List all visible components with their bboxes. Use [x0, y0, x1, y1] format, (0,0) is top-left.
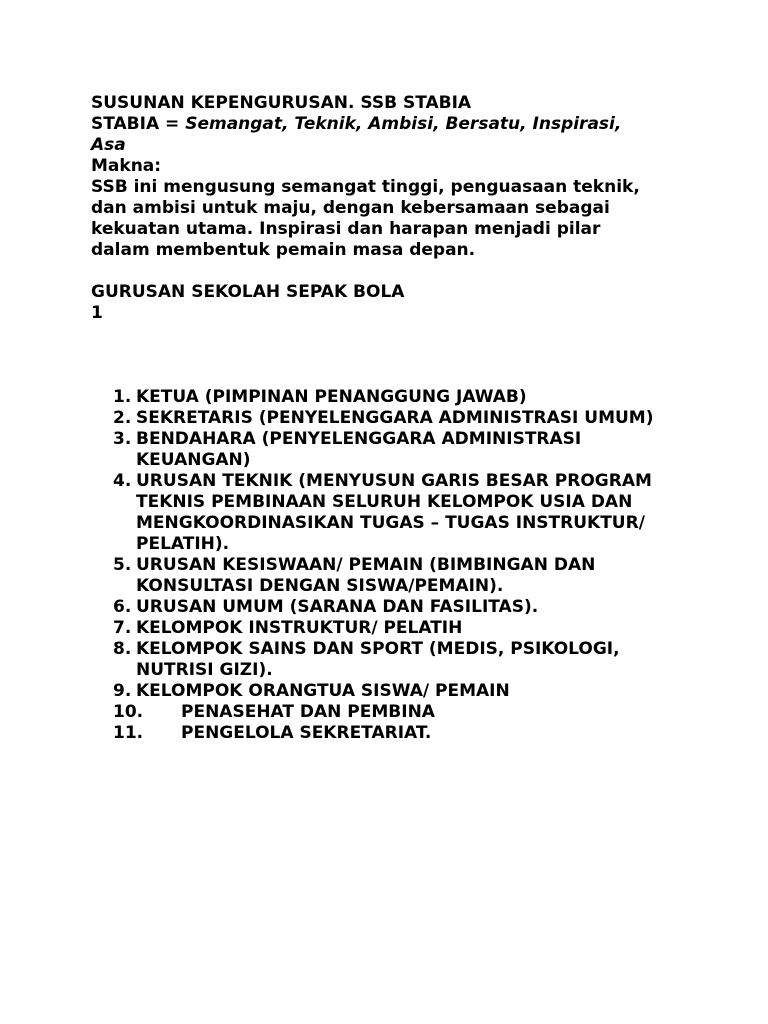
list-item: [91, 408, 691, 429]
meaning-line: SSB ini mengusung semangat tinggi, penguasaan teknik,: [91, 177, 640, 197]
list-item-text: KELOMPOK SAINS DAN SPORT (MEDIS, PSIKOLOGI,: [136, 639, 620, 659]
list-item-number: 6.: [113, 597, 132, 617]
meaning-line: dalam membentuk pemain masa depan.: [91, 240, 476, 260]
list-item: [91, 702, 691, 723]
list-item-text: PELATIH).: [136, 534, 230, 554]
spacer: [91, 324, 691, 366]
document-title: SUSUNAN KEPENGURUSAN. SSB STABIA: [91, 93, 472, 113]
list-item-number: 11.: [113, 723, 144, 743]
list-item-number: 9.: [113, 681, 132, 701]
list-item: [91, 681, 691, 702]
list-item-text: PENASEHAT DAN PEMBINA: [181, 702, 435, 722]
list-item-text: URUSAN KESISWAAN/ PEMAIN (BIMBINGAN DAN: [136, 555, 596, 575]
acronym-prefix: STABIA =: [91, 114, 186, 134]
list-item-number: 8.: [113, 639, 132, 659]
list-item: [91, 597, 691, 618]
meaning-heading: Makna:: [91, 156, 162, 176]
list-item: [91, 429, 691, 471]
organization-list: [91, 387, 691, 744]
list-item-number: 5.: [113, 555, 132, 575]
meaning-line: dan ambisi untuk maju, dengan kebersamaan sebagai: [91, 198, 610, 218]
list-item-text: SEKRETARIS (PENYELENGGARA ADMINISTRASI UMUM): [136, 408, 654, 428]
list-item-number: 10.: [113, 702, 144, 722]
list-item-number: 7.: [113, 618, 132, 638]
list-item-text: URUSAN TEKNIK (MENYUSUN GARIS BESAR PROGRAM: [136, 471, 652, 491]
list-item-text: KONSULTASI DENGAN SISWA/PEMAIN).: [136, 576, 504, 596]
list-item-text: BENDAHARA (PENYELENGGARA ADMINISTRASI: [136, 429, 582, 449]
list-item: [91, 555, 691, 597]
list-item: [91, 618, 691, 639]
spacer: [91, 261, 691, 282]
list-item: [91, 723, 691, 744]
list-item: [91, 639, 691, 681]
list-item: [91, 471, 691, 555]
acronym-expansion-continued: Asa: [91, 135, 126, 155]
list-item-text: URUSAN UMUM (SARANA DAN FASILITAS).: [136, 597, 539, 617]
list-item-text: KEUANGAN): [136, 450, 251, 470]
acronym-line: [91, 114, 691, 135]
list-item-text: KELOMPOK INSTRUKTUR/ PELATIH: [136, 618, 463, 638]
list-item-number: 1.: [113, 387, 132, 407]
list-item-number: 3.: [113, 429, 132, 449]
list-item-number: 2.: [113, 408, 132, 428]
meaning-line: kekuatan utama. Inspirasi dan harapan menjadi pilar: [91, 219, 601, 239]
list-item-text: KETUA (PIMPINAN PENANGGUNG JAWAB): [136, 387, 527, 407]
section-heading: GURUSAN SEKOLAH SEPAK BOLA: [91, 282, 405, 302]
acronym-expansion: Semangat, Teknik, Ambisi, Bersatu, Inspirasi,: [185, 114, 622, 134]
list-item-text: MENGKOORDINASIKAN TUGAS – TUGAS INSTRUKTUR/: [136, 513, 645, 533]
document-page: [91, 93, 691, 744]
list-item-text: NUTRISI GIZI).: [136, 660, 273, 680]
list-item-text: PENGELOLA SEKRETARIAT.: [181, 723, 432, 743]
list-item: [91, 387, 691, 408]
list-item-text: TEKNIS PEMBINAAN SELURUH KELOMPOK USIA DAN: [136, 492, 633, 512]
list-item-text: KELOMPOK ORANGTUA SISWA/ PEMAIN: [136, 681, 510, 701]
section-number: 1: [91, 303, 103, 323]
list-item-number: 4.: [113, 471, 132, 491]
